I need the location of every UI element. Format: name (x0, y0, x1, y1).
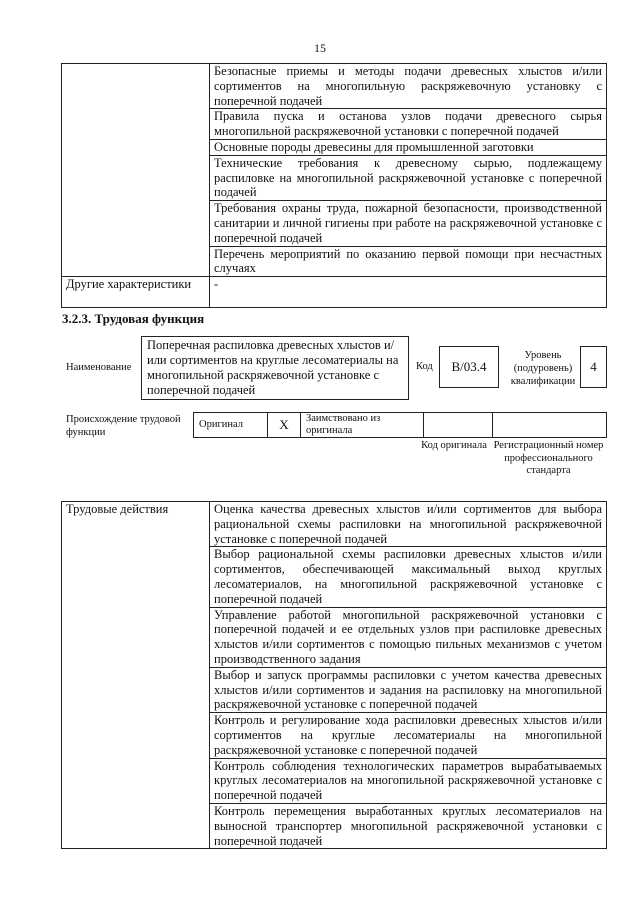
code-original-cell (424, 413, 493, 438)
table-cell: Оценка качества древесных хлыстов и/или сортиментов для выбора рациональной схемы распиловки на многопильной раскряжевочной установке с поперечной подачей (210, 502, 607, 547)
table-row (194, 413, 607, 438)
table-cell: Выбор рациональной схемы распиловки древесных хлыстов и/или сортиментов, обеспечивающей максимальный выход круглых лесоматериалов, на многопильной раскряжевочной установке с поперечной подачей (210, 547, 607, 607)
qualification-level-label: Уровень (подуровень) квалификации (510, 350, 576, 387)
empty-label-cell (62, 64, 210, 277)
table-row (62, 502, 607, 547)
table-cell: Технические требования к древесному сырью, подлежащему распиловке на многопильной раскряжевочной установке с поперечной подачей (210, 155, 607, 200)
qualification-level-value: 4 (580, 346, 607, 388)
labor-actions-table (61, 501, 607, 849)
original-mark: X (268, 413, 301, 438)
table-cell: Контроль и регулирование хода распиловки древесных хлыстов и/или сортиментов на круглые лесоматериалы на многопильной раскряжевочной установке с поперечной подачей (210, 713, 607, 758)
function-name-label: Наименование (66, 362, 132, 373)
table-cell: Управление работой многопильной раскряжевочной установки с поперечной подачей и ее отдельных узлов при распиловке древесных хлыстов и/или сортиментов с помощью пильных механизмов с учетом производственного задания (210, 607, 607, 667)
table-row (62, 277, 607, 308)
other-characteristics-label: Другие характеристики (62, 277, 210, 308)
reg-number-label: Регистрационный номер профессионального стандарта (493, 440, 604, 476)
table-cell: Безопасные приемы и методы подачи древесных хлыстов и/или сортиментов на многопильную раскряжевочную установку с поперечной подачей (210, 64, 607, 109)
code-original-label: Код оригинала (421, 440, 487, 451)
table-cell: Выбор и запуск программы распиловки с учетом качества древесных хлыстов и/или сортиментов и задания на распиловку на многопильной раскряжевочной установке с поперечной подачей (210, 667, 607, 712)
table-cell: Требования охраны труда, пожарной безопасности, производственной санитарии и личной гигиены при работе на раскряжевочной установке с поперечной подачей (210, 201, 607, 246)
origin-table (193, 412, 607, 438)
other-characteristics-value: - (210, 277, 607, 308)
table-cell: Основные породы древесины для промышленной заготовки (210, 139, 607, 155)
origin-label: Происхождение трудовой функции (66, 414, 181, 438)
reg-number-cell (493, 413, 607, 438)
code-value: B/03.4 (439, 346, 499, 388)
table-cell: Перечень мероприятий по оказанию первой помощи при несчастных случаях (210, 246, 607, 277)
table-cell: Контроль соблюдения технологических параметров вырабатываемых круглых лесоматериалов на многопильной раскряжевочной установке с поперечной подачей (210, 758, 607, 803)
table-row (62, 64, 607, 109)
knowledge-table (61, 63, 607, 308)
original-label: Оригинал (194, 413, 268, 438)
table-cell: Контроль перемещения выработанных круглых лесоматериалов на выносной транспортер многопильной раскряжевочной установки с поперечной подачей (210, 803, 607, 848)
function-name-value: Поперечная распиловка древесных хлыстов и/или сортиментов на круглые лесоматериалы на многопильной раскряжевочной установке с поперечной подачей (141, 336, 409, 400)
table-cell: Правила пуска и останова узлов подачи древесного сырья многопильной раскряжевочной установки с поперечной подачей (210, 109, 607, 140)
borrowed-label: Заимствовано из оригинала (301, 413, 424, 438)
code-label: Код (416, 361, 433, 372)
labor-actions-label: Трудовые действия (62, 502, 210, 849)
section-title: 3.2.3. Трудовая функция (62, 311, 205, 326)
page-number: 15 (314, 41, 326, 55)
